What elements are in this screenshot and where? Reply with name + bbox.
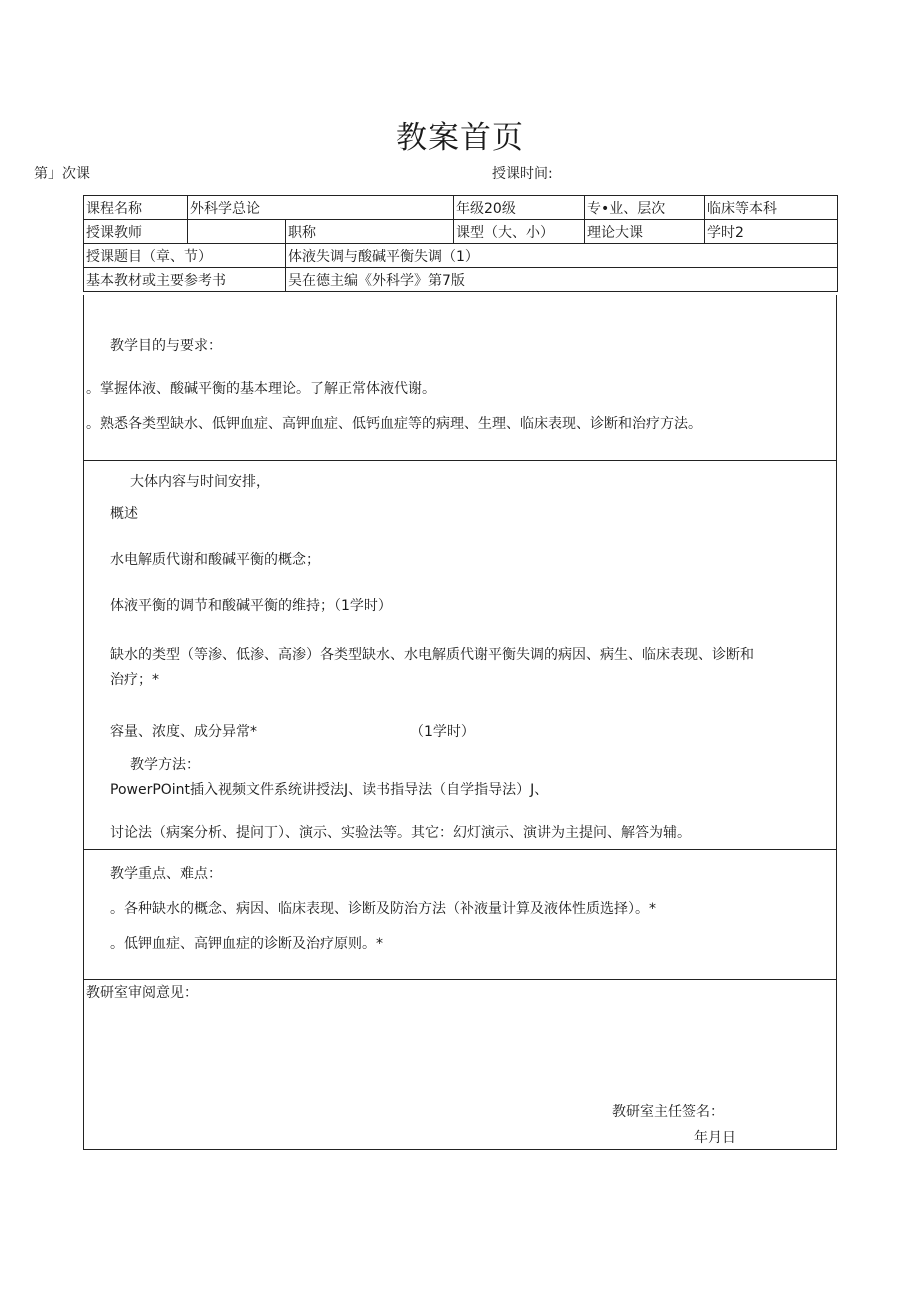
professional-title-label: 职称 xyxy=(286,220,454,244)
content-section xyxy=(83,460,837,850)
objective-item: 。掌握体液、酸碱平衡的基本理论。了解正常体液代谢。 xyxy=(86,381,436,397)
content-hours: （1学时） xyxy=(410,724,475,740)
class-hours-value: 学时2 xyxy=(705,220,838,244)
table-row xyxy=(84,268,838,292)
review-section xyxy=(83,979,837,1150)
content-line: 水电解质代谢和酸碱平衡的概念； xyxy=(110,552,320,568)
teaching-time-label: 授课时间: xyxy=(492,166,553,182)
major-level-value: 临床等本科 xyxy=(705,196,838,220)
method-line: 讨论法（病案分析、提问丁）、演示、实验法等。其它：幻灯演示、演讲为主提问、解答为辅。 xyxy=(110,825,691,841)
objectives-heading: 教学目的与要求： xyxy=(110,338,222,354)
content-line: 体液平衡的调节和酸碱平衡的维持；（1学时） xyxy=(110,598,392,614)
content-line: 容量、浓度、成分异常* xyxy=(110,724,257,740)
teacher-value xyxy=(188,220,286,244)
method-heading: 教学方法： xyxy=(130,757,200,773)
date-label: 年月日 xyxy=(694,1130,736,1146)
course-name-label: 课程名称 xyxy=(84,196,188,220)
textbook-label: 基本教材或主要参考书 xyxy=(84,268,286,292)
document-title: 教案首页 xyxy=(396,120,524,156)
textbook-value: 吴在德主编《外科学》第7版 xyxy=(286,268,838,292)
keypoints-section xyxy=(83,849,837,980)
course-info-table xyxy=(83,195,838,292)
review-heading: 教研室审阅意见： xyxy=(86,985,198,1001)
content-line: 概述 xyxy=(110,506,138,522)
table-row xyxy=(84,196,838,220)
topic-label: 授课题目（章、节） xyxy=(84,244,286,268)
director-signature-label: 教研室主任签名： xyxy=(612,1104,724,1120)
objective-item: 。熟悉各类型缺水、低钾血症、高钾血症、低钙血症等的病理、生理、临床表现、诊断和治疗方法。 xyxy=(86,416,702,432)
major-level-label: 专•业、层次 xyxy=(585,196,705,220)
method-line: PowerPOint插入视频文件系统讲授法J、读书指导法（自学指导法）J、 xyxy=(110,782,549,798)
course-name-value: 外科学总论 xyxy=(188,196,454,220)
keypoint-item: 。低钾血症、高钾血症的诊断及治疗原则。* xyxy=(110,936,383,952)
lesson-number: 第」次课 xyxy=(34,166,90,182)
content-heading: 大体内容与时间安排， xyxy=(130,474,270,490)
table-row xyxy=(84,244,838,268)
topic-value: 体液失调与酸碱平衡失调（1） xyxy=(286,244,838,268)
table-row xyxy=(84,220,838,244)
class-type-value: 理论大课 xyxy=(585,220,705,244)
teacher-label: 授课教师 xyxy=(84,220,188,244)
keypoint-item: 。各种缺水的概念、病因、临床表现、诊断及防治方法（补液量计算及液体性质选择）。* xyxy=(110,901,656,917)
grade-value: 年级20级 xyxy=(454,196,585,220)
objectives-section xyxy=(83,295,837,461)
content-line: 缺水的类型（等渗、低渗、高渗）各类型缺水、水电解质代谢平衡失调的病因、病生、临床表现、诊断和 xyxy=(110,647,754,663)
content-line: 治疗；* xyxy=(110,672,159,688)
keypoints-heading: 教学重点、难点： xyxy=(110,866,222,882)
class-type-label: 课型（大、小） xyxy=(454,220,585,244)
